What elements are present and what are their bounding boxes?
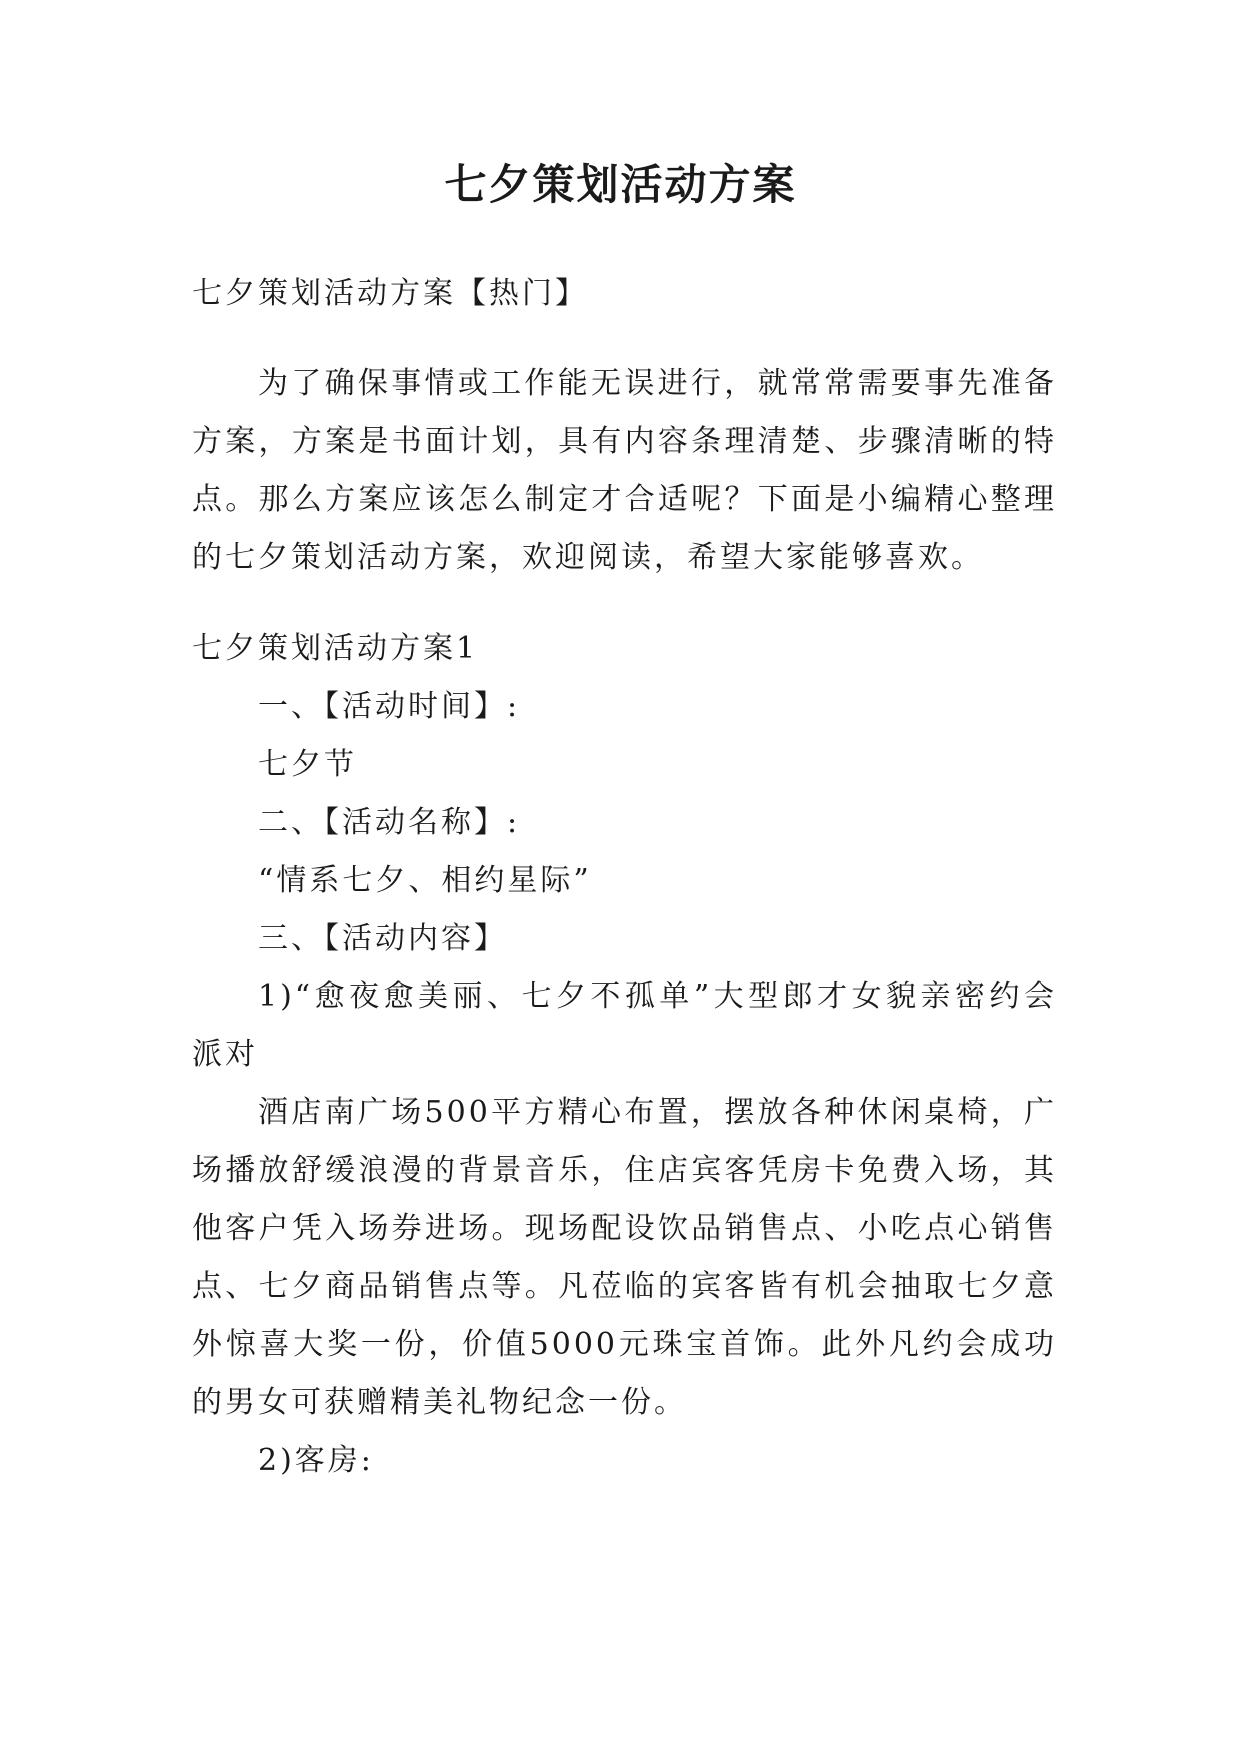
activity-name-value: “情系七夕、相约星际”: [258, 863, 592, 898]
sub-item-2-title: 2)客房:: [258, 1443, 374, 1478]
sub-item-1-body: 酒店南广场500平方精心布置，摆放各种休闲桌椅，广场播放舒缓浪漫的背景音乐，住店宾客凭房卡免费入场，其他客户凭入场券进场。现场配设饮品销售点、小吃点心销售点、七夕商品销售点等。凡莅临的宾客皆有机会抽取七夕意外惊喜大奖一份，价值5000元珠宝首饰。此外凡约会成功的男女可获赠精美礼物纪念一份。: [192, 1095, 1057, 1420]
document-title: 七夕策划活动方案: [444, 160, 797, 209]
section-heading: 七夕策划活动方案1: [192, 631, 479, 666]
intro-paragraph: 为了确保事情或工作能无误进行，就常常需要事先准备方案，方案是书面计划，具有内容条理清楚、步骤清晰的特点。那么方案应该怎么制定才合适呢？下面是小编精心整理的七夕策划活动方案，欢迎阅读，希望大家能够喜欢。: [192, 366, 1057, 575]
activity-time-label: 一、【活动时间】:: [258, 689, 521, 724]
activity-content-label: 三、【活动内容】: [258, 921, 507, 956]
document-subtitle: 七夕策划活动方案【热门】: [192, 276, 588, 311]
activity-time-value: 七夕节: [258, 747, 357, 782]
sub-item-1-title: 1)“愈夜愈美丽、七夕不孤单”大型郎才女貌亲密约会派对: [192, 979, 1057, 1072]
activity-name-label: 二、【活动名称】:: [258, 805, 521, 840]
